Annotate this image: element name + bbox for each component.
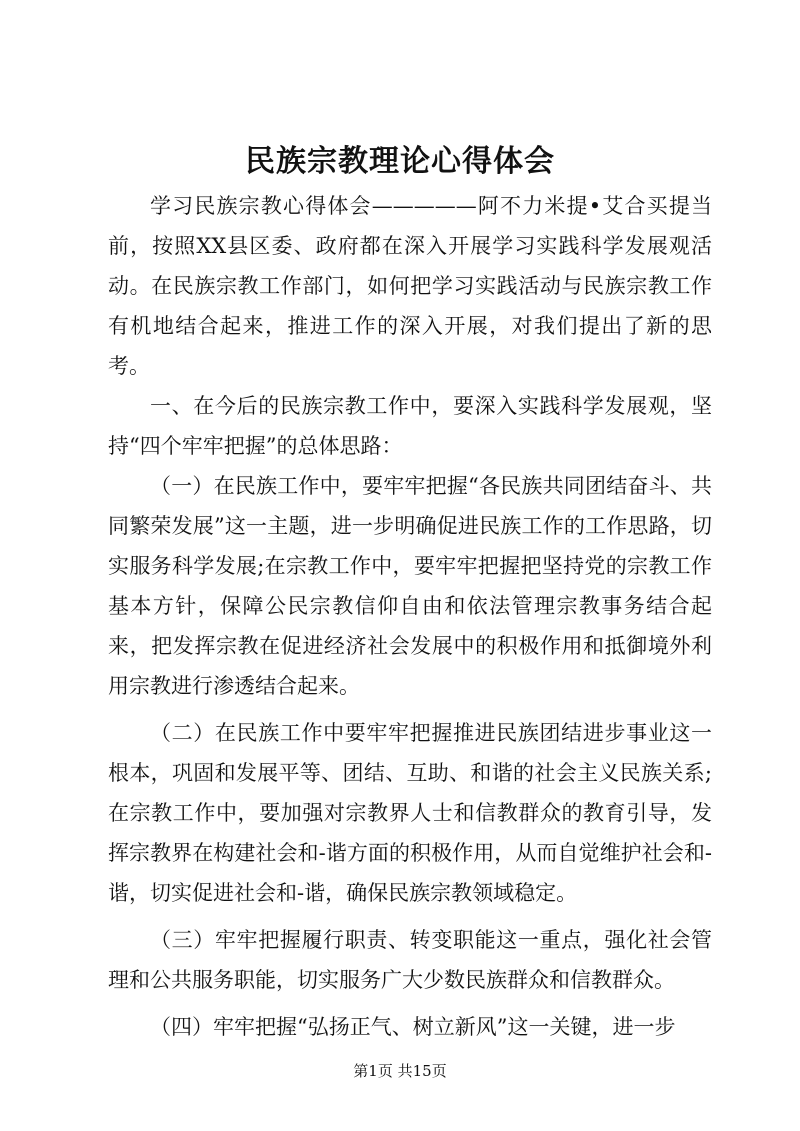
paragraph-item-1: （一）在民族工作中，要牢牢把握“各民族共同团结奋斗、共同繁荣发展”这一主题，进一步明确促进民族工作的工作思路，切实服务科学发展;在宗教工作中，要牢牢把握把坚持党的宗教工作基本方针，保障公民宗教信仰自由和依法管理宗教事务结合起来，把发挥宗教在促进经济社会发展中的积极作用和抵御境外利用宗教进行渗透结合起来。 (108, 474, 712, 698)
paragraph-intro: 学习民族宗教心得体会—————阿不力米提•艾合买提当前，按照XX县区委、政府都在深入开展学习实践科学发展观活动。在民族宗教工作部门，如何把学习实践活动与民族宗教工作有机地结合起来，推进工作的深入开展，对我们提出了新的思考。 (108, 194, 712, 378)
document-body (108, 186, 712, 1054)
paragraph-item-4: （四）牢牢把握“弘扬正气、树立新风”这一关键，进一步 (150, 1015, 676, 1039)
paragraph-section-1: 一、在今后的民族宗教工作中，要深入实践科学发展观，坚持“四个牢牢把握”的总体思路： (108, 394, 712, 458)
paragraph-item-3: （三）牢牢把握履行职责、转变职能这一重点，强化社会管理和公共服务职能，切实服务广大少数民族群众和信教群众。 (108, 928, 712, 992)
paragraph-item-2: （二）在民族工作中要牢牢把握推进民族团结进步事业这一根本，巩固和发展平等、团结、互助、和谐的社会主义民族关系;在宗教工作中，要加强对宗教界人士和信教群众的教育引导，发挥宗教界在构建社会和-谐方面的积极作用，从而自觉维护社会和-谐，切实促进社会和-谐，确保民族宗教领域稳定。 (108, 721, 712, 905)
page-footer: 第1页 共15页 (353, 1062, 447, 1080)
page-title: 民族宗教理论心得体会 (245, 144, 555, 179)
